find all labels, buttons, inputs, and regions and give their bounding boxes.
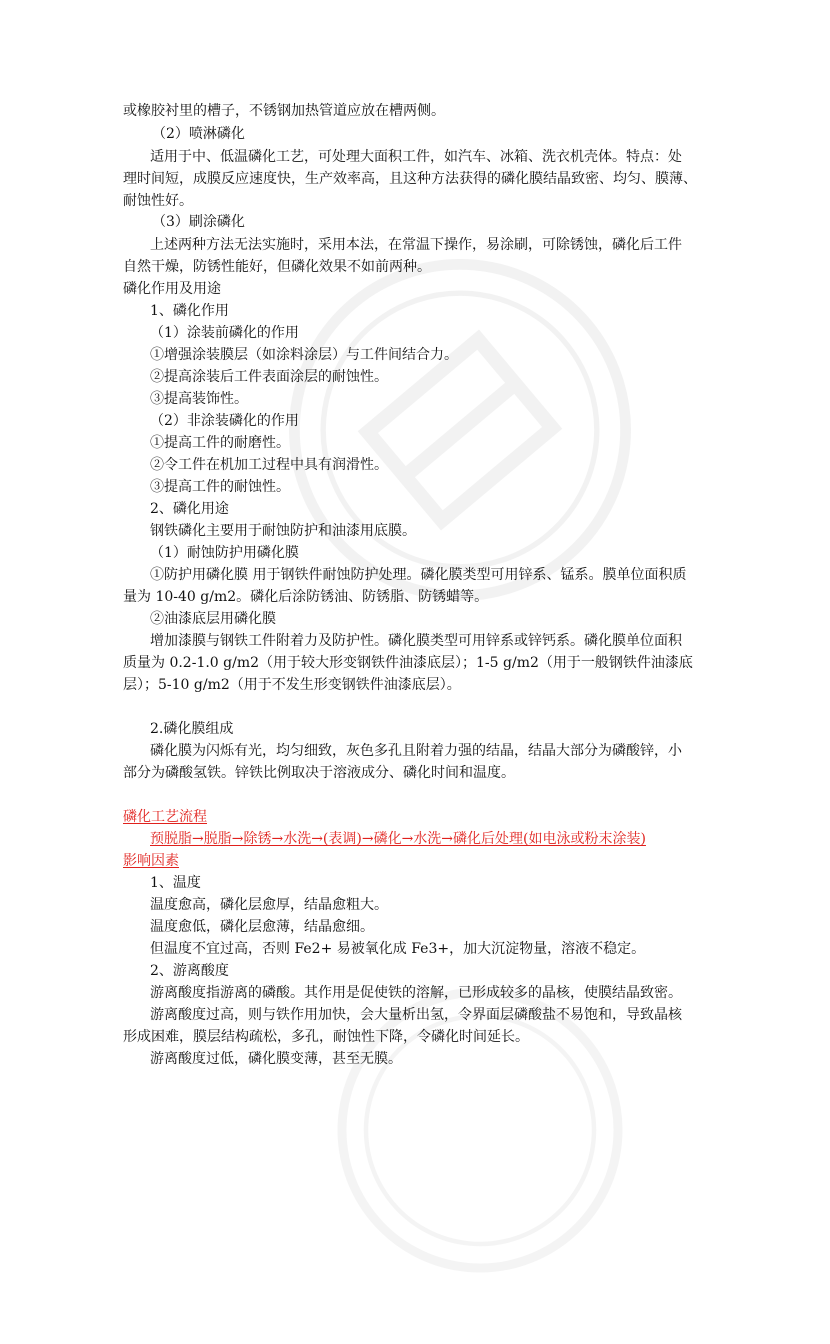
list-item: ①防护用磷化膜 用于钢铁件耐蚀防护处理。磷化膜类型可用锌系、锰系。膜单位面积质 bbox=[150, 567, 687, 583]
subheading-function: 1、磷化作用 bbox=[150, 303, 229, 319]
list-item: ②提高涂装后工件表面涂层的耐蚀性。 bbox=[150, 369, 388, 385]
text-line: 形成困难，膜层结构疏松，多孔，耐蚀性下降，令磷化时间延长。 bbox=[123, 1029, 529, 1045]
text-line: 部分为磷酸氢铁。锌铁比例取决于溶液成分、磷化时间和温度。 bbox=[123, 765, 515, 781]
subheading-pre-coating: （1）涂装前磷化的作用 bbox=[150, 325, 299, 341]
section-heading-process-flow: 磷化工艺流程 bbox=[123, 809, 207, 825]
list-item: ②令工件在机加工过程中具有润滑性。 bbox=[150, 457, 388, 473]
text-line: 温度愈高，磷化层愈厚，结晶愈粗大。 bbox=[150, 897, 388, 913]
subheading-temperature: 1、温度 bbox=[150, 875, 201, 891]
list-item: ②油漆底层用磷化膜 bbox=[150, 611, 276, 627]
text-line: 自然干燥，防锈性能好，但磷化效果不如前两种。 bbox=[123, 259, 431, 275]
text-line: 游离酸度指游离的磷酸。其作用是促使铁的溶解，已形成较多的晶核，使膜结晶致密。 bbox=[150, 985, 682, 1001]
list-item: ③提高工件的耐蚀性。 bbox=[150, 479, 290, 495]
text-line: 理时间短，成膜反应速度快，生产效率高，且这种方法获得的磷化膜结晶致密、均匀、膜薄、 bbox=[123, 171, 697, 187]
subheading-film-composition: 2.磷化膜组成 bbox=[150, 721, 234, 737]
section-heading-function-use: 磷化作用及用途 bbox=[123, 281, 221, 297]
list-item: ③提高装饰性。 bbox=[150, 391, 248, 407]
subheading-anticorrosion: （1）耐蚀防护用磷化膜 bbox=[150, 545, 299, 561]
text-line: 或橡胶衬里的槽子，不锈钢加热管道应放在槽两侧。 bbox=[123, 103, 445, 119]
text-line: 层）；5-10 g/m2（用于不发生形变钢铁件油漆底层）。 bbox=[123, 677, 461, 693]
subheading-non-coating: （2）非涂装磷化的作用 bbox=[150, 413, 299, 429]
text-line: 量为 10-40 g/m2。磷化后涂防锈油、防锈脂、防锈蜡等。 bbox=[123, 589, 489, 605]
heading-brush-phosphating: （3）刷涂磷化 bbox=[152, 214, 245, 230]
heading-spray-phosphating: （2）喷淋磷化 bbox=[152, 126, 245, 142]
text-line: 适用于中、低温磷化工艺，可处理大面积工件，如汽车、冰箱、洗衣机壳体。特点：处 bbox=[150, 149, 682, 165]
text-line: 但温度不宜过高，否则 Fe2+ 易被氧化成 Fe3+，加大沉淀物量，溶液不稳定。 bbox=[150, 941, 646, 957]
process-flow-steps: 预脱脂→脱脂→除锈→水洗→(表调)→磷化→水洗→磷化后处理(如电泳或粉末涂装) bbox=[150, 831, 646, 847]
text-line: 耐蚀性好。 bbox=[123, 193, 193, 209]
text-line: 磷化膜为闪烁有光，均匀细致，灰色多孔且附着力强的结晶，结晶大部分为磷酸锌，小 bbox=[150, 743, 682, 759]
text-line: 温度愈低，磷化层愈薄，结晶愈细。 bbox=[150, 919, 374, 935]
list-item: ①提高工件的耐磨性。 bbox=[150, 435, 290, 451]
list-item: ①增强涂装膜层（如涂料涂层）与工件间结合力。 bbox=[150, 347, 458, 363]
text-line: 质量为 0.2-1.0 g/m2（用于较大形变钢铁件油漆底层）；1-5 g/m2（用于一般钢铁件油漆底 bbox=[123, 655, 693, 671]
text-line: 增加漆膜与钢铁工件附着力及防护性。磷化膜类型可用锌系或锌钙系。磷化膜单位面积 bbox=[150, 633, 682, 649]
subheading-use: 2、磷化用途 bbox=[150, 501, 229, 517]
text-line: 游离酸度过低，磷化膜变薄，甚至无膜。 bbox=[150, 1051, 402, 1067]
text-line: 钢铁磷化主要用于耐蚀防护和油漆用底膜。 bbox=[150, 523, 416, 539]
subheading-free-acidity: 2、游离酸度 bbox=[150, 963, 229, 979]
text-line: 游离酸度过高，则与铁作用加快，会大量析出氢，令界面层磷酸盐不易饱和，导致晶核 bbox=[150, 1007, 682, 1023]
text-line: 上述两种方法无法实施时，采用本法，在常温下操作，易涂刷，可除锈蚀，磷化后工件 bbox=[150, 237, 682, 253]
section-heading-factors: 影响因素 bbox=[123, 853, 179, 869]
